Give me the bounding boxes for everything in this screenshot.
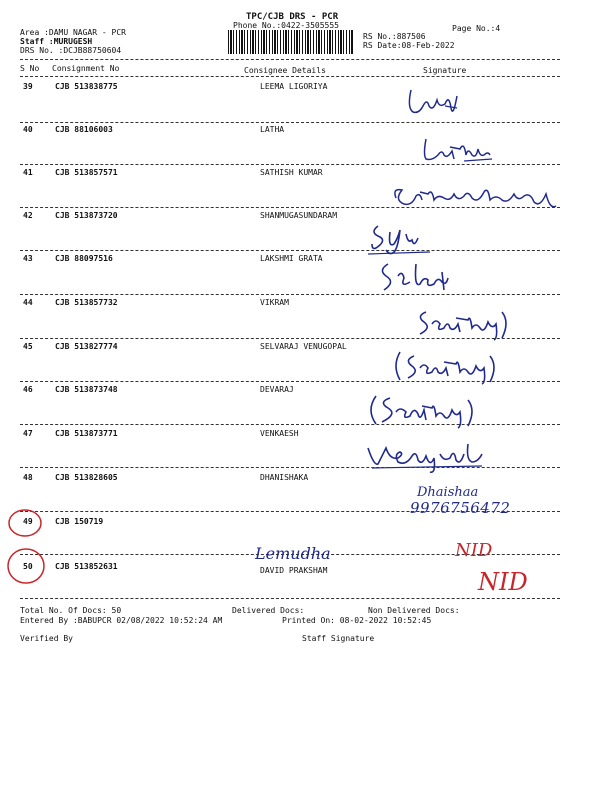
signature-row-43 [376, 260, 456, 296]
area-label: Area :DAMU NAGAR - PCR [20, 28, 126, 37]
row-consignment: CJB 513873748 [55, 385, 118, 394]
row-consignment: CJB 513857571 [55, 168, 118, 177]
row-sno: 40 [23, 125, 33, 134]
signature-row-44 [414, 308, 514, 342]
row-consignment: CJB 88106003 [55, 125, 113, 134]
row-sno: 43 [23, 254, 33, 263]
phone-number: Phone No.:0422-3505555 [233, 21, 339, 30]
table-row [0, 429, 600, 441]
row-consignment: CJB 88097516 [55, 254, 113, 263]
row-divider [20, 122, 560, 123]
red-circle-marks [6, 508, 48, 590]
row-consignment: CJB 513873771 [55, 429, 118, 438]
handwritten-name-row-50: Lemudha [255, 544, 331, 563]
handwritten-nid-mark-top: NID [455, 540, 493, 561]
row-sno: 45 [23, 342, 33, 351]
staff-label: Staff :MURUGESH [20, 37, 93, 46]
signature-row-40 [420, 137, 495, 165]
staff-signature-label: Staff Signature [302, 634, 375, 643]
table-row [0, 517, 600, 529]
total-docs: Total No. Of Docs: 50 [20, 606, 122, 615]
row-consignee: SHANMUGASUNDARAM [260, 211, 338, 220]
row-consignee: LAKSHMI GRATA [260, 254, 323, 263]
row-consignment: CJB 513828605 [55, 473, 118, 482]
row-consignment: CJB 513852631 [55, 562, 118, 571]
row-consignee: VENKAESH [260, 429, 299, 438]
row-sno: 47 [23, 429, 33, 438]
table-row [0, 342, 600, 354]
table-row [0, 168, 600, 180]
table-row [0, 473, 600, 485]
row-consignment: CJB 150719 [55, 517, 104, 526]
handwritten-nid-mark-bottom: NID [478, 568, 528, 596]
column-header-consignment: Consignment No [52, 64, 120, 73]
rs-number: RS No.:887506 [363, 32, 426, 41]
row-consignee: SELVARAJ VENUGOPAL [260, 342, 347, 351]
row-consignment: CJB 513873720 [55, 211, 118, 220]
red-circle-row-50 [8, 549, 44, 583]
handwritten-name-dhanishaka: Dhaishaa [417, 485, 479, 500]
verified-by: Verified By [20, 634, 73, 643]
signature-row-39 [405, 86, 465, 120]
rs-date: RS Date:08-Feb-2022 [363, 41, 455, 50]
header-divider [20, 59, 560, 60]
row-consignment: CJB 513857732 [55, 298, 118, 307]
entered-by: Entered By :BABUPCR 02/08/2022 10:52:24 AM [20, 616, 223, 625]
delivered-docs: Delivered Docs: [232, 606, 305, 615]
table-row [0, 82, 600, 94]
red-circle-row-49 [9, 510, 41, 536]
signature-row-41 [392, 182, 562, 218]
row-consignee: SATHISH KUMAR [260, 168, 323, 177]
page-number: Page No.:4 [452, 24, 501, 33]
row-consignee: VIKRAM [260, 298, 289, 307]
row-sno: 39 [23, 82, 33, 91]
signature-row-46 [366, 394, 478, 428]
row-sno: 42 [23, 211, 33, 220]
row-sno: 50 [23, 562, 33, 571]
table-row [0, 125, 600, 137]
handwritten-phone-dhanishaka: 9976756472 [410, 499, 511, 517]
printed-on: Printed On: 08-02-2022 10:52:45 [282, 616, 432, 625]
row-sno: 48 [23, 473, 33, 482]
row-consignee: LEEMA LIGORIYA [260, 82, 328, 91]
row-consignee: DAVID PRAKSHAM [260, 566, 328, 575]
row-divider [20, 424, 560, 425]
drs-number: DRS No. :DCJB88750604 [20, 46, 122, 55]
row-divider [20, 598, 560, 599]
signature-row-42 [368, 222, 438, 256]
non-delivered-docs: Non Delivered Docs: [368, 606, 460, 615]
table-row [0, 254, 600, 266]
column-header-sno: S No [20, 64, 40, 73]
row-consignee: DHANISHAKA [260, 473, 309, 482]
signature-row-45 [392, 350, 502, 384]
row-divider [20, 294, 560, 295]
barcode [228, 30, 353, 54]
column-header-signature: Signature [423, 66, 467, 75]
row-consignee: DEVARAJ [260, 385, 294, 394]
row-sno: 46 [23, 385, 33, 394]
row-consignment: CJB 513827774 [55, 342, 118, 351]
row-sno: 44 [23, 298, 33, 307]
row-sno: 41 [23, 168, 33, 177]
document-title: TPC/CJB DRS - PCR [246, 12, 339, 22]
row-consignee: LATHA [260, 125, 285, 134]
row-sno: 49 [23, 517, 33, 526]
row-divider [20, 250, 560, 251]
row-consignment: CJB 513838775 [55, 82, 118, 91]
signature-row-47 [364, 440, 492, 472]
column-header-consignee: Consignee Details [244, 66, 326, 75]
table-row [0, 385, 600, 397]
column-header-divider [20, 76, 560, 77]
